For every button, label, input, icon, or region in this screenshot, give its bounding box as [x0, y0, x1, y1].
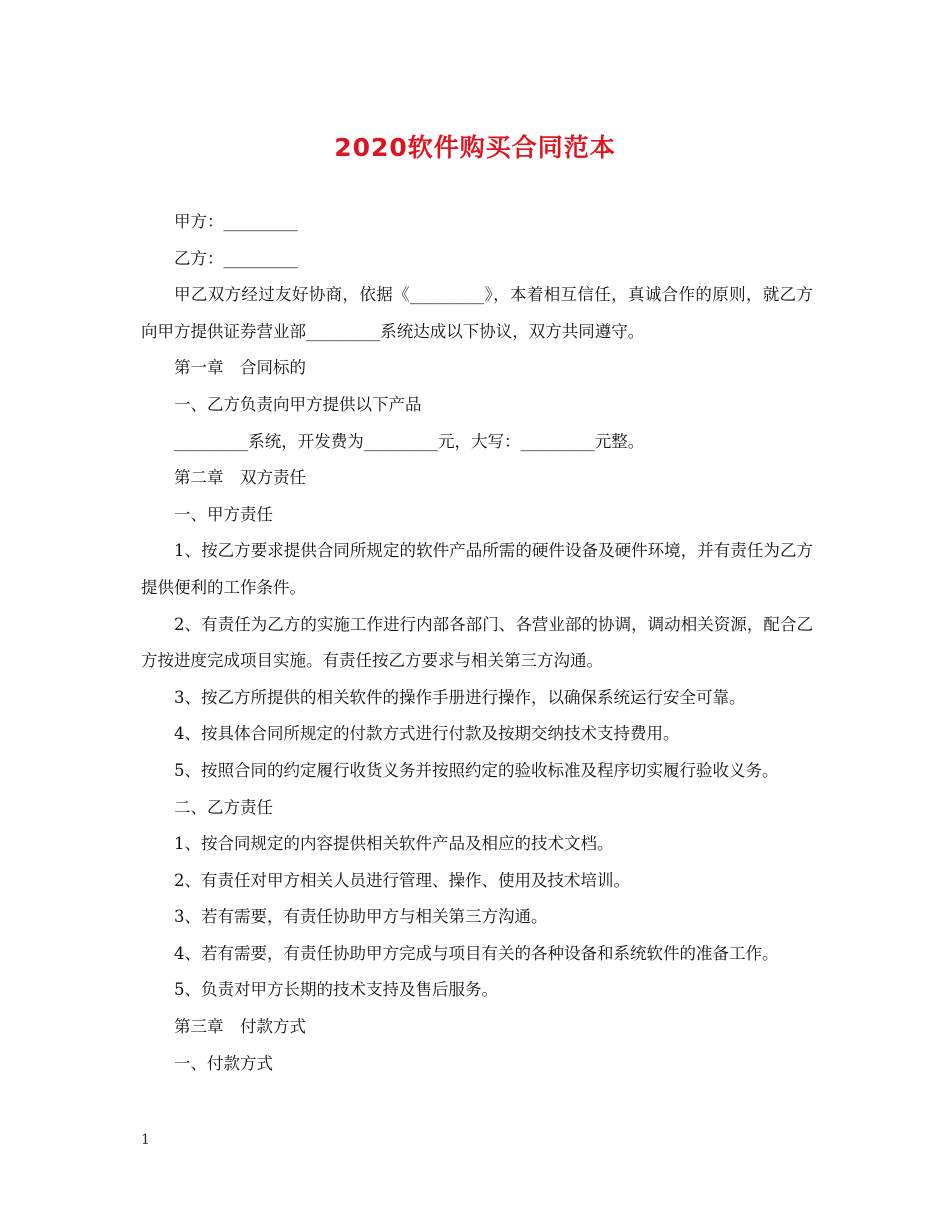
- list-item: 1、按乙方要求提供合同所规定的软件产品所需的硬件设备及硬件环境，并有责任为乙方提供便利的工作条件。: [141, 541, 813, 597]
- list-item: 3、若有需要，有责任协助甲方与相关第三方沟通。: [174, 907, 548, 927]
- list-item: 4、按具体合同所规定的付款方式进行付款及按期交纳技术支持费用。: [174, 724, 680, 744]
- chapter-heading-2: 第二章 双方责任: [174, 468, 306, 488]
- list-item: 2、有责任对甲方相关人员进行管理、操作、使用及技术培训。: [174, 870, 630, 890]
- chapter-heading-1: 第一章 合同标的: [174, 358, 306, 378]
- paragraph-party-a: 甲方：_________: [174, 212, 298, 231]
- section-heading: 二、乙方责任: [174, 797, 273, 817]
- list-item: 1、按合同规定的内容提供相关软件产品及相应的技术文档。: [174, 834, 614, 854]
- section-heading: 一、乙方负责向甲方提供以下产品: [174, 394, 422, 414]
- page-number: 1: [141, 1132, 150, 1148]
- document-title: 2020软件购买合同范本: [334, 133, 616, 162]
- paragraph-party-b: 乙方：_________: [174, 248, 298, 268]
- section-heading: 一、付款方式: [174, 1053, 273, 1073]
- chapter-heading-3: 第三章 付款方式: [174, 1017, 306, 1037]
- list-item: 3、按乙方所提供的相关软件的操作手册进行操作，以确保系统运行安全可靠。: [174, 687, 746, 707]
- list-item: 5、负责对甲方长期的技术支持及售后服务。: [174, 980, 498, 1000]
- list-item: 5、按照合同的约定履行收货义务并按照约定的验收标准及程序切实履行验收义务。: [174, 760, 779, 780]
- list-item: 2、有责任为乙方的实施工作进行内部各部门、各营业部的协调，调动相关资源，配合乙方按进度完成项目实施。有责任按乙方要求与相关第三方沟通。: [141, 614, 813, 671]
- paragraph: _________系统，开发费为_________元，大写：_________元整。: [174, 431, 645, 451]
- section-heading: 一、甲方责任: [174, 504, 273, 524]
- document-body: [141, 204, 813, 1082]
- list-item: 4、若有需要，有责任协助甲方完成与项目有关的各种设备和系统软件的准备工作。: [174, 943, 779, 963]
- paragraph-preamble: 甲乙双方经过友好协商，依据《_________》，本着相互信任，真诚合作的原则，就乙方向甲方提供证券营业部_________系统达成以下协议，双方共同遵守。: [141, 285, 813, 341]
